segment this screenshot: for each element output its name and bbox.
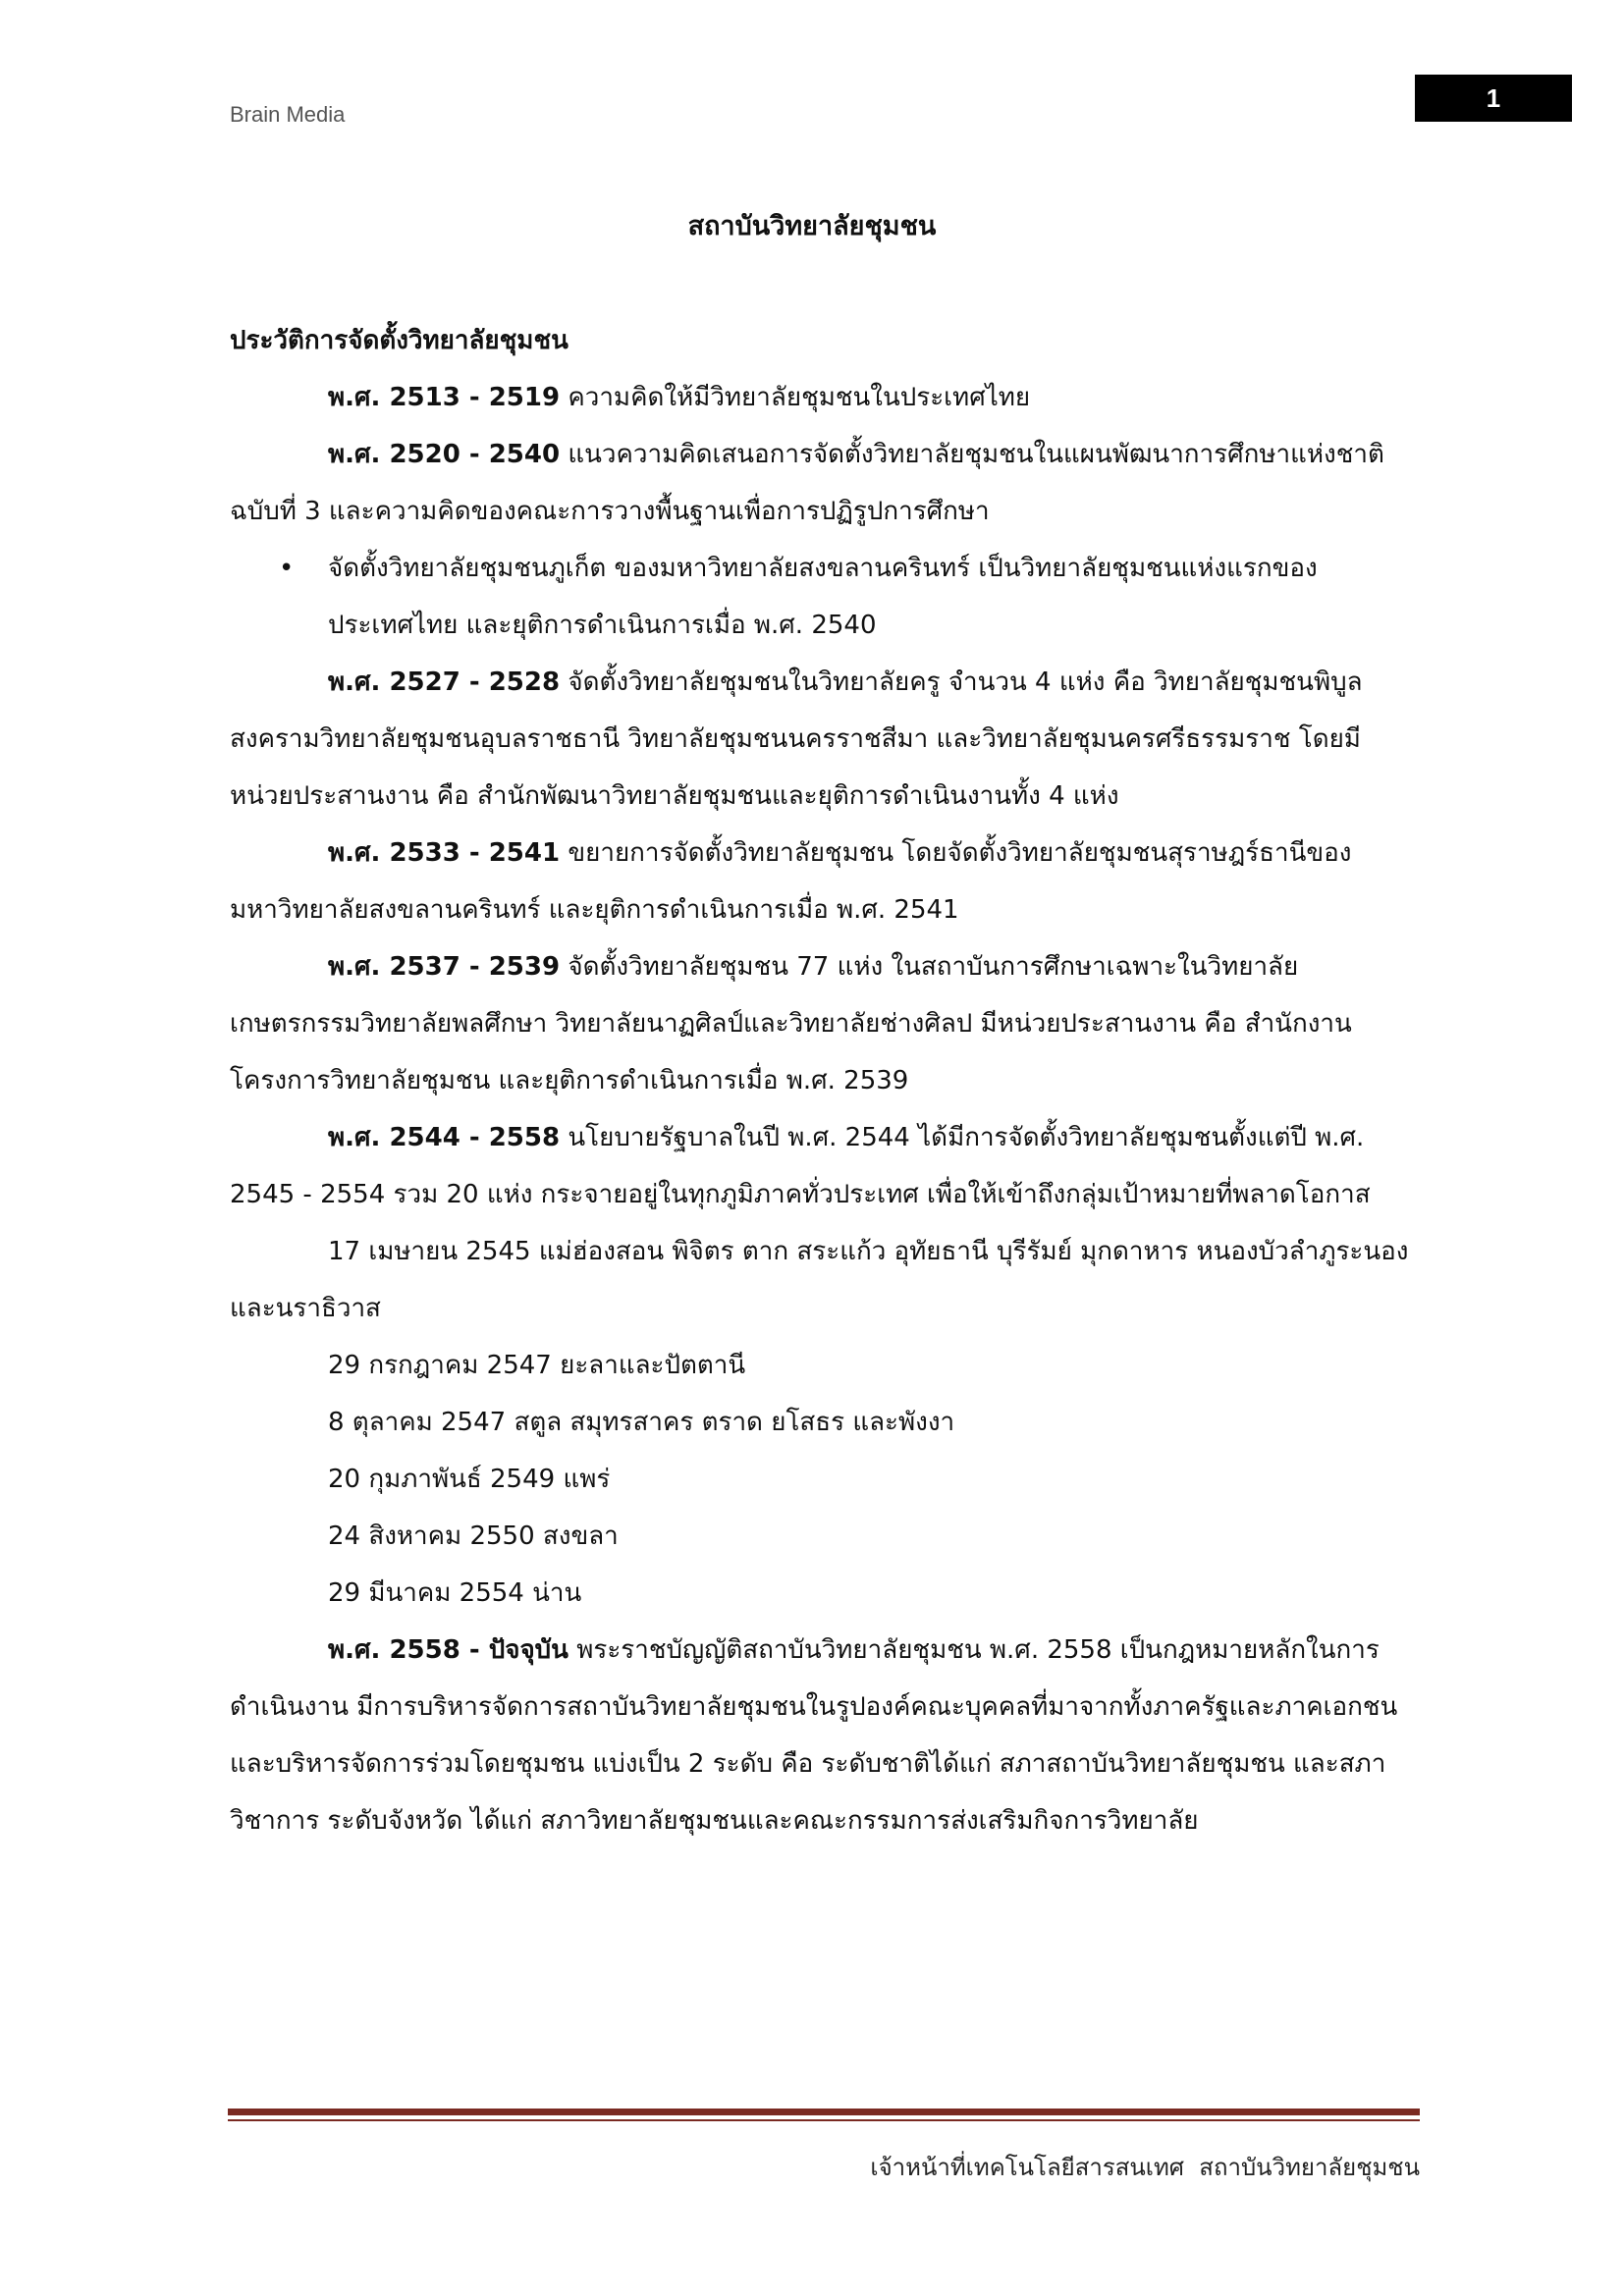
date-line: 24 สิงหาคม 2550 สงขลา — [328, 1522, 619, 1551]
header-brand: Brain Media — [230, 102, 346, 127]
footer-rule-thin — [228, 2119, 1420, 2121]
paragraph-text: ความคิดให้มีวิทยาลัยชุมชนในประเทศไทย — [560, 383, 1031, 412]
date-line: 29 กรกฎาคม 2547 ยะลาและปัตตานี — [328, 1351, 746, 1380]
year-range: พ.ศ. 2558 - ปัจจุบัน — [328, 1635, 568, 1665]
document-body — [230, 312, 1418, 1849]
year-range: พ.ศ. 2544 - 2558 — [328, 1123, 561, 1152]
date-line: 29 มีนาคม 2554 น่าน — [328, 1578, 582, 1608]
bullet-item — [230, 540, 1418, 654]
year-range: พ.ศ. 2513 - 2519 — [328, 383, 561, 412]
date-line: 8 ตุลาคม 2547 สตูล สมุทรสาคร ตราด ยโสธร และพังงา — [328, 1408, 955, 1437]
page-number: 1 — [1486, 82, 1501, 113]
bullet-text: จัดตั้งวิทยาลัยชุมชนภูเก็ต ของมหาวิทยาลัยสงขลานครินทร์ เป็นวิทยาลัยชุมชนแห่งแรกของประเทศไทย และยุติการดำเนินการเมื่อ พ.ศ. 2540 — [328, 554, 1318, 640]
paragraph-text: นโยบายรัฐบาลในปี พ.ศ. 2544 ได้มีการจัดตั้งวิทยาลัยชุมชนตั้งแต่ปี พ.ศ. 2545 - 2554 รวม 20 แห่ง กระจายอยู่ในทุกภูมิภาคทั่วประเทศ เพื่อให้เข้าถึงกลุ่มเป้าหมายที่พลาดโอกาส — [230, 1123, 1371, 1209]
paragraph-2533 — [230, 825, 1418, 938]
paragraph-2520 — [230, 426, 1418, 540]
paragraph-2558 — [230, 1622, 1418, 1849]
document-title: สถาบันวิทยาลัยชุมชน — [687, 211, 937, 241]
year-range: พ.ศ. 2527 - 2528 — [328, 667, 561, 697]
paragraph-text: จัดตั้งวิทยาลัยชุมชนในวิทยาลัยครู จำนวน 4 แห่ง คือ วิทยาลัยชุมชนพิบูลสงครามวิทยาลัยชุมชนอุบลราชธานี วิทยาลัยชุมชนนครราชสีมา และวิทยาลัยชุมนครศรีธรรมราช โดยมีหน่วยประสานงาน คือ สำนักพัฒนาวิทยาลัยชุมชนและยุติการดำเนินงานทั้ง 4 แห่ง — [230, 667, 1363, 811]
year-range: พ.ศ. 2520 - 2540 — [328, 440, 561, 469]
paragraph-text: ขยายการจัดตั้งวิทยาลัยชุมชน โดยจัดตั้งวิทยาลัยชุมชนสุราษฎร์ธานีของมหาวิทยาลัยสงขลานครินทร์ และยุติการดำเนินการเมื่อ พ.ศ. 2541 — [230, 838, 1352, 925]
section-heading: ประวัติการจัดตั้งวิทยาลัยชุมชน — [230, 326, 568, 355]
footer-text: เจ้าหน้าที่เทคโนโลยีสารสนเทศ สถาบันวิทยาลัยชุมชน — [870, 2154, 1420, 2181]
paragraph-2544 — [230, 1109, 1418, 1223]
paragraph-text: จัดตั้งวิทยาลัยชุมชน 77 แห่ง ในสถาบันการศึกษาเฉพาะในวิทยาลัยเกษตรกรรมวิทยาลัยพลศึกษา วิทยาลัยนาฏศิลป์และวิทยาลัยช่างศิลป มีหน่วยประสานงาน คือ สำนักงานโครงการวิทยาลัยชุมชน และยุติการดำเนินการเมื่อ พ.ศ. 2539 — [230, 952, 1352, 1095]
paragraph-text: พระราชบัญญัติสถาบันวิทยาลัยชุมชน พ.ศ. 2558 เป็นกฎหมายหลักในการดำเนินงาน มีการบริหารจัดการสถาบันวิทยาลัยชุมชนในรูปองค์คณะบุคคลที่มาจากทั้งภาครัฐและภาคเอกชน และบริหารจัดการร่วมโดยชุมชน แบ่งเป็น 2 ระดับ คือ ระดับชาติได้แก่ สภาสถาบันวิทยาลัยชุมชน และสภาวิชาการ ระดับจังหวัด ได้แก่ สภาวิทยาลัยชุมชนและคณะกรรมการส่งเสริมกิจการวิทยาลัย — [230, 1635, 1398, 1836]
bullet-icon: • — [279, 554, 295, 583]
date-line: 20 กุมภาพันธ์ 2549 แพร่ — [328, 1465, 611, 1494]
paragraph-text: แนวความคิดเสนอการจัดตั้งวิทยาลัยชุมชนในแผนพัฒนาการศึกษาแห่งชาติ ฉบับที่ 3 และความคิดของคณะการวางพื้นฐานเพื่อการปฏิรูปการศึกษา — [230, 440, 1384, 526]
footer-rule — [228, 2109, 1420, 2115]
paragraph-2527 — [230, 654, 1418, 825]
year-range: พ.ศ. 2533 - 2541 — [328, 838, 561, 868]
paragraph-2537 — [230, 938, 1418, 1109]
page-number-badge — [1415, 75, 1572, 122]
paragraph-2513 — [230, 369, 1418, 426]
year-range: พ.ศ. 2537 - 2539 — [328, 952, 561, 982]
paragraph-2545-dates: 17 เมษายน 2545 แม่ฮ่องสอน พิจิตร ตาก สระแก้ว อุทัยธานี บุรีรัมย์ มุกดาหาร หนองบัวลำภูระนอง และนราธิวาส — [230, 1237, 1409, 1323]
